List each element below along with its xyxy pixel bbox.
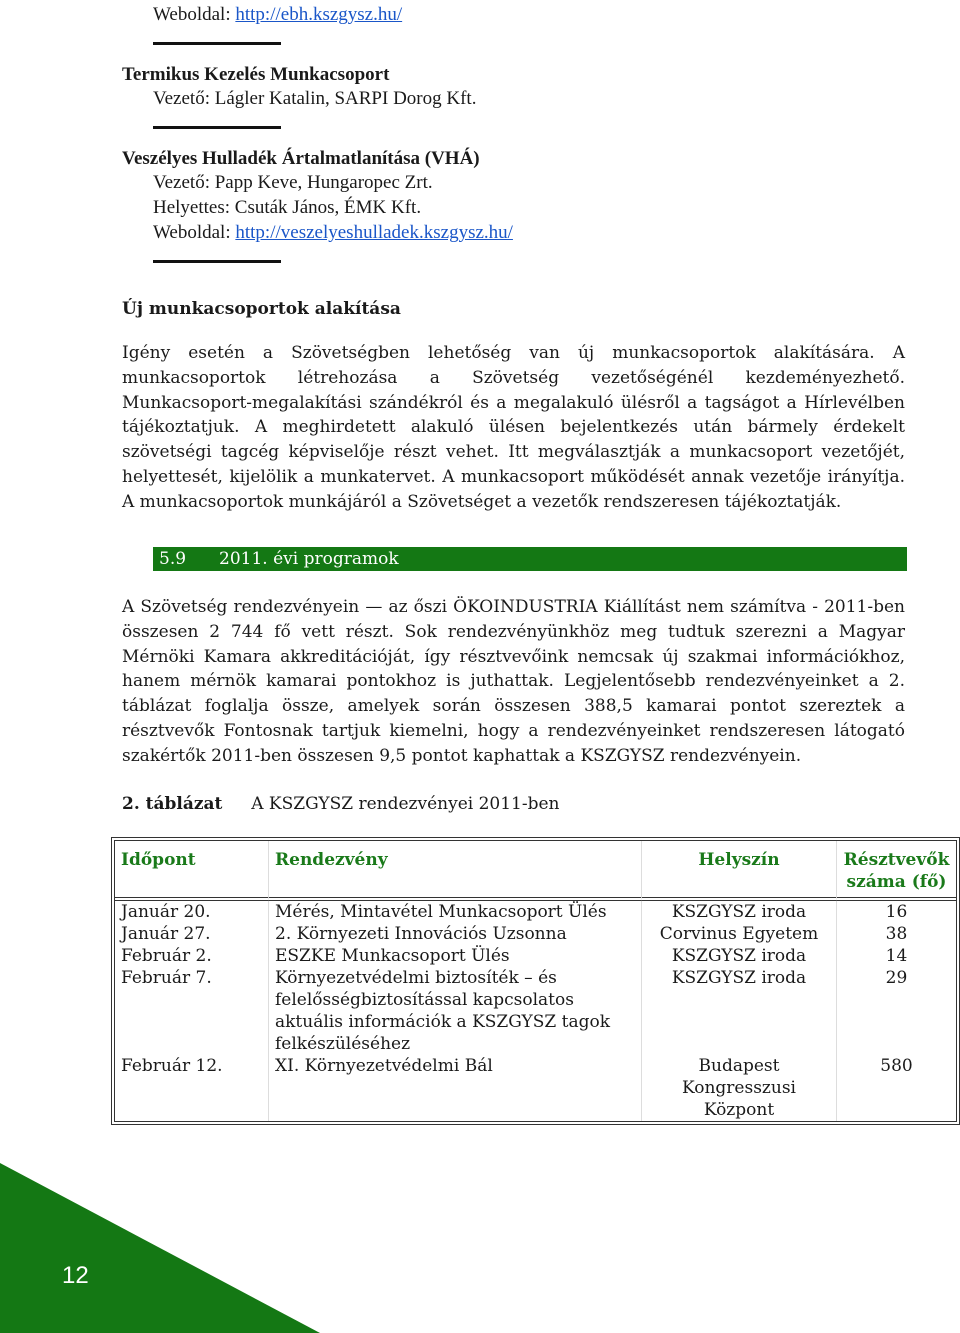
paragraph: A Szövetség rendezvényein — az őszi ÖKOINDUSTRIA Kiállítást nem számítva - 2011-ben összesen 2 744 fő vett részt. Sok rendezvényünkhöz meg tudtuk szerezni a Magyar Mérnöki Kamara akkreditációját, így résztvevőink nemcsak új szakmai információkhoz, hanem mérnök kamarai pontokhoz is juthattak. Legjelentősebb rendezvényeinket a 2. táblázat foglalja össze, amelyek során összesen 388,5 kamarai pontot szereztek a résztvevők Fontosnak tartjuk kiemelni, hogy a rendezvényeinket rendszeresen látogató szakértők 2011-ben összesen 9,5 pontot kaphattak a KSZGYSZ rendezvényein.	[122, 597, 905, 766]
table-header-row	[115, 841, 956, 901]
cell-event: Környezetvédelmi biztosíték – és felelősségbiztosítással kapcsolatos aktuális információk a KSZGYSZ tagok felkészüléséhez	[269, 967, 642, 1055]
events-table	[111, 837, 960, 1125]
cell-location: KSZGYSZ iroda	[642, 901, 837, 923]
cell-date: Január 20.	[115, 901, 269, 923]
cell-count: 14	[885, 946, 908, 966]
page-corner-decoration	[0, 1163, 320, 1333]
cell-location: KSZGYSZ iroda	[642, 945, 837, 967]
paragraph: Igény esetén a Szövetségben lehetőség van új munkacsoportok alakítására. A munkacsoportok létrehozása a Szövetség vezetőségénél kezdeményezhető. Munkacsoport-megalakítási szándékról és a megalakuló ülésről a tagságot a Hírlevélben tájékoztatjuk. A meghirdetett alakuló ülésen bejelentkezés után bármely érdekelt szövetségi tagcég képviselője részt vehet. Itt megválasztják a munkacsoport vezetőjét, helyettesét, kijelölik a munkatervet. A munkacsoport működését annak vezetője irányítja. A munkacsoportok munkájáról a Szövetséget a vezetők rendszeresen tájékoztatják.	[122, 343, 905, 512]
table-row	[115, 945, 956, 967]
website-line	[153, 221, 513, 245]
website-link[interactable]: http://ebh.kszgysz.hu/	[235, 4, 403, 25]
divider	[153, 260, 281, 263]
cell-date: Február 7.	[115, 967, 269, 1055]
table-caption	[122, 794, 560, 814]
divider	[153, 126, 281, 129]
cell-event: ESZKE Munkacsoport Ülés	[269, 945, 642, 967]
header-location: Helyszín	[642, 841, 837, 901]
cell-count: 38	[885, 924, 908, 944]
section-header-bar	[153, 547, 907, 571]
table-row	[115, 901, 956, 923]
cell-count: 16	[885, 902, 908, 922]
cell-location: Budapest Kongresszusi Központ	[642, 1055, 837, 1121]
section-number: 5.9	[159, 549, 187, 569]
cell-date: Február 2.	[115, 945, 269, 967]
table-row	[115, 1055, 956, 1121]
table-caption-title: A KSZGYSZ rendezvényei 2011-ben	[251, 794, 560, 814]
cell-date: Február 12.	[115, 1055, 269, 1121]
cell-location: Corvinus Egyetem	[642, 923, 837, 945]
page-number: 12	[62, 1262, 89, 1289]
table-caption-label: 2. táblázat	[122, 794, 223, 814]
group-leader: Vezető: Papp Keve, Hungaropec Zrt.	[153, 172, 433, 193]
header-event: Rendezvény	[269, 841, 642, 901]
divider	[153, 42, 281, 45]
website-label: Weboldal:	[153, 222, 236, 243]
header-date: Időpont	[115, 841, 269, 901]
group-deputy: Helyettes: Csuták János, ÉMK Kft.	[153, 197, 422, 218]
cell-event: 2. Környezeti Innovációs Uzsonna	[269, 923, 642, 945]
header-count: Résztvevők száma (fő)	[837, 841, 956, 901]
group-title: Termikus Kezelés Munkacsoport	[122, 64, 390, 85]
website-line	[153, 3, 402, 27]
cell-location: KSZGYSZ iroda	[642, 967, 837, 1055]
website-link[interactable]: http://veszelyeshulladek.kszgysz.hu/	[235, 222, 513, 243]
group-leader: Vezető: Lágler Katalin, SARPI Dorog Kft.	[153, 88, 477, 109]
cell-count: 580	[880, 1056, 913, 1076]
cell-event: XI. Környezetvédelmi Bál	[269, 1055, 642, 1121]
cell-count: 29	[885, 968, 908, 988]
cell-event: Mérés, Mintavétel Munkacsoport Ülés	[269, 901, 642, 923]
section-heading: Új munkacsoportok alakítása	[122, 299, 401, 319]
section-title: 2011. évi programok	[219, 549, 399, 569]
table-row	[115, 923, 956, 945]
group-title: Veszélyes Hulladék Ártalmatlanítása (VHÁ)	[122, 148, 480, 169]
table-row	[115, 967, 956, 1055]
cell-date: Január 27.	[115, 923, 269, 945]
website-label: Weboldal:	[153, 4, 236, 25]
